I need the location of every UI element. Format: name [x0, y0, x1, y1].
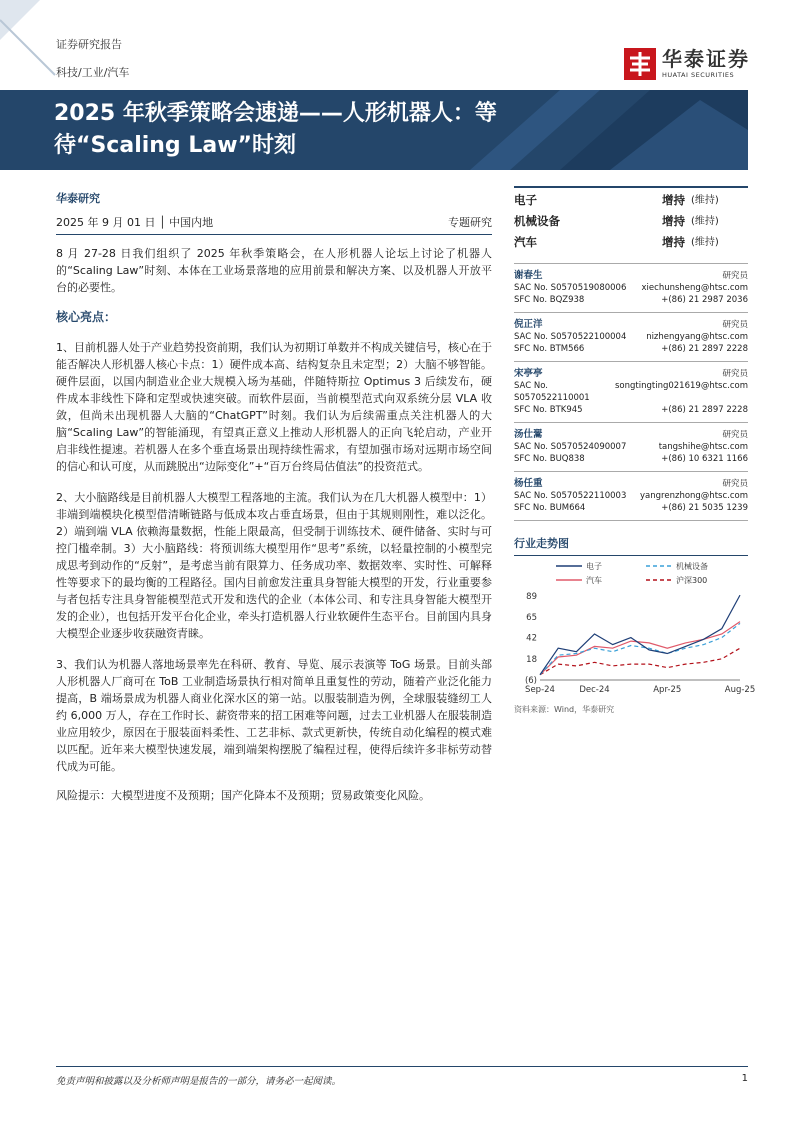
analyst-title: 研究员	[722, 479, 748, 489]
report-date: 2025 年 9 月 01 日 │ 中国内地	[56, 216, 214, 229]
rating-value: 增持	[662, 193, 685, 207]
analyst-email[interactable]: nizhengyang@htsc.com	[646, 332, 748, 342]
chart-title: 行业走势图	[514, 535, 748, 556]
legend-label: 汽车	[586, 576, 602, 585]
analyst-sfc: SFC No. BUQ838	[514, 454, 585, 464]
series-line	[540, 623, 740, 674]
x-tick-label: Dec-24	[579, 685, 610, 695]
y-tick-label: 89	[526, 592, 537, 602]
analyst-phone: +(86) 21 2987 2036	[661, 295, 748, 305]
analyst-sac: SAC No. S0570519080006	[514, 283, 627, 293]
analyst-card	[514, 362, 748, 423]
analyst-title: 研究员	[722, 430, 748, 440]
analyst-name: 杨任重	[514, 478, 543, 489]
analyst-sac: SAC No. S0570522110003	[514, 491, 627, 501]
analyst-sac: SAC No. S0570522100004	[514, 332, 627, 342]
paragraph-2: 2、大小脑路线是目前机器人大模型工程落地的主流。我们认为在几大机器人模型中：1）非端到端模块化模型借清晰链路与低成本攻占垂直场景，但由于其规则刚性，难以泛化。2）端到端 VLA 依赖海量数据，性能上限最高，但受制于训练技术、硬件储备、实时与可控门槛牵制。3）大小脑路线：将预训练大模型用作“思考”系统，以轻量控制的小模型完成思考到动作的“反射”，是考虑当前有限算力、任务成功率、数据效率、实时性、可解释性等要求下的最均衡的工程路径。国内目前愈发注重具身智能大模型的开发，行业重要参与者包括专注具身智能模型范式开发和迭代的企业（本体公司、和专注具身智能大模型开发的企业），也包括开发平台化企业，牵头打造机器人行业软硬件生态平台。目前国内具身大模型企业逐步收获融资青睐。	[56, 491, 492, 640]
y-tick-label: 65	[526, 613, 537, 624]
analyst-card	[514, 472, 748, 521]
analyst-name: 谢春生	[514, 270, 543, 281]
paragraph-3: 3、我们认为机器人落地场景率先在科研、教育、导览、展示表演等 ToG 场景。目前头部人形机器人厂商可在 ToB 工业制造场景执行相对简单且重复性的劳动，随着产业泛化能力提高，B 端场景成为机器人商业化深水区的第一站。以服装制造为例，全球服装缝纫工人约 6,000 万人，存在工作时长、薪资带来的招工困难等问题，过去工业机器人在服装制造业应用较少，原因在于服装面料柔性、工艺非标、款式更新快，传统自动化编程的模式难以匹配。近年来大模型快速发展，端到端架构摆脱了编程过程，使得后续许多非标劳动替代成为可能。	[56, 658, 492, 773]
analyst-phone: +(86) 21 2897 2228	[661, 405, 748, 415]
rating-move: (维持)	[691, 216, 719, 227]
analyst-sfc: SFC No. BTM566	[514, 344, 585, 354]
analyst-title: 研究员	[722, 369, 748, 379]
rating-industry: 电子	[514, 193, 537, 207]
x-tick-label: Apr-25	[653, 685, 682, 695]
report-type: 证券研究报告	[56, 38, 122, 51]
analyst-phone: +(86) 21 2897 2228	[661, 344, 748, 354]
rating-value: 增持	[662, 214, 685, 228]
rating-industry: 汽车	[514, 235, 537, 249]
logo-english: HUATAI SECURITIES	[662, 71, 735, 79]
analyst-sac: SAC No. S0570522110001	[514, 381, 590, 403]
analyst-title: 研究员	[722, 271, 748, 281]
y-tick-label: 18	[526, 654, 537, 665]
legend-label: 电子	[586, 562, 602, 571]
analyst-sfc: SFC No. BTK945	[514, 405, 583, 415]
page-number: 1	[741, 1073, 748, 1084]
analyst-email[interactable]: xiechunsheng@htsc.com	[641, 283, 748, 293]
sidebar	[514, 186, 756, 715]
analyst-phone: +(86) 10 6321 1166	[661, 454, 748, 464]
series-line	[540, 648, 740, 675]
analyst-name: 汤仕翯	[514, 429, 543, 440]
report-kind: 专题研究	[448, 216, 492, 229]
series-line	[540, 622, 740, 675]
report-title: 2025 年秋季策略会速递——人形机器人：等待“Scaling Law”时刻	[54, 101, 497, 158]
analyst-name: 宋亭亭	[514, 368, 543, 379]
rating-row	[514, 190, 748, 211]
analyst-sfc: SFC No. BUM664	[514, 503, 586, 513]
analyst-email[interactable]: tangshihe@htsc.com	[658, 442, 748, 452]
analyst-email[interactable]: songtingting021619@htsc.com	[615, 381, 748, 391]
y-tick-label: (6)	[524, 676, 537, 686]
analyst-card	[514, 313, 748, 362]
rating-industry: 机械设备	[514, 214, 560, 228]
corner-decoration	[0, 0, 60, 60]
footer	[56, 1066, 748, 1087]
y-tick-label: 42	[526, 633, 537, 644]
analyst-name: 倪正洋	[514, 319, 543, 330]
footer-disclaimer: 免责声明和披露以及分析师声明是报告的一部分，请务必一起阅读。	[56, 1076, 342, 1087]
dateline	[56, 214, 492, 235]
research-brand: 华泰研究	[56, 192, 100, 205]
rating-move: (维持)	[691, 195, 719, 206]
risk-warning: 风险提示：大模型进度不及预期；国产化降本不及预期；贸易政策变化风险。	[56, 789, 430, 802]
chart-source: 资料来源：Wind，华泰研究	[514, 705, 615, 714]
analyst-sac: SAC No. S0570524090007	[514, 442, 627, 452]
analyst-title: 研究员	[722, 320, 748, 330]
logo-chinese: 华泰证券	[662, 47, 750, 71]
title-banner	[0, 90, 748, 170]
rating-value: 增持	[662, 235, 685, 249]
rating-row	[514, 211, 748, 232]
brand-logo	[624, 48, 750, 80]
rating-move: (维持)	[691, 237, 719, 248]
analyst-sfc: SFC No. BQZ938	[514, 295, 585, 305]
analyst-card	[514, 423, 748, 472]
report-category: 科技/工业/汽车	[56, 66, 130, 79]
main-content	[56, 190, 492, 804]
paragraph-1: 1、目前机器人处于产业趋势投资前期，我们认为初期订单数并不构成关键信号，核心在于能否解决人形机器人核心卡点：1）硬件成本高、结构复杂且未定型；2）大脑不够智能。硬件层面，以国内制造业企业大规模入场为基础，伴随特斯拉 Optimus 3 后续发布，硬件成本非线性下降和定型或快速突破。而软件层面，当前模型范式向双系统分层 VLA 收敛，但尚未出现机器人大脑的“ChatGPT”时刻。我们认为后续需重点关注机器人的大脑“Scaling Law”的智能涌现，有望真正意义上推动人形机器人的正向飞轮启动，产业开启非线性提速。若机器人在多个垂直场景出现持续性需求，有望加强市场对远期市场空间的信心和认可度，从而跳脱出“边际变化”+“百万台终局估值法”的投资范式。	[56, 341, 492, 473]
intro-paragraph: 8 月 27-28 日我们组织了 2025 年秋季策略会，在人形机器人论坛上讨论了机器人的“Scaling Law”时刻、本体在工业场景落地的应用前景和解决方案、以及机器人开放平台的必要性。	[56, 247, 492, 294]
legend-label: 沪深300	[676, 576, 708, 585]
x-tick-label: Sep-24	[525, 685, 555, 695]
logo-icon	[624, 48, 656, 80]
legend-label: 机械设备	[676, 562, 708, 571]
x-tick-label: Aug-25	[724, 685, 756, 695]
ratings-box	[514, 186, 748, 264]
highlights-title: 核心亮点：	[56, 310, 117, 324]
analyst-email[interactable]: yangrenzhong@htsc.com	[640, 491, 748, 501]
rating-row	[514, 232, 748, 253]
analyst-phone: +(86) 21 5035 1239	[661, 503, 748, 513]
series-line	[540, 595, 740, 675]
analyst-card	[514, 264, 748, 313]
trend-chart	[514, 556, 756, 696]
